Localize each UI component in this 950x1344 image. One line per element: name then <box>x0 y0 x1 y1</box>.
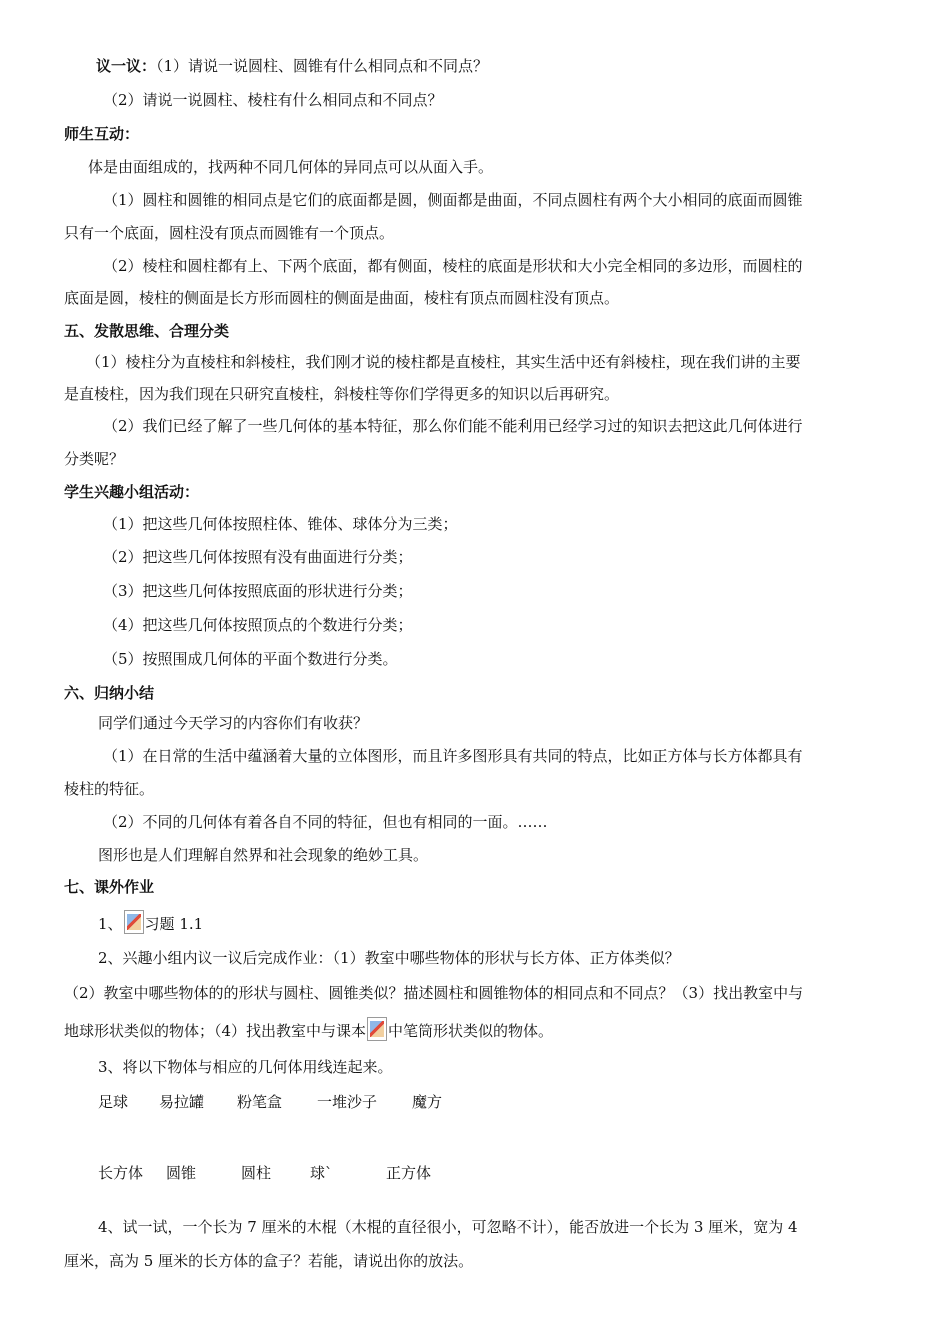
discussion-line-1 <box>96 56 488 76</box>
paragraph-line: 体是由面组成的，找两种不同几何体的异同点可以从面入手。 <box>88 158 494 176</box>
object-item: 足球 <box>98 1093 129 1111</box>
picture-icon <box>124 910 144 934</box>
object-item: 魔方 <box>412 1093 443 1111</box>
object-item: 一堆沙子 <box>317 1093 378 1111</box>
solid-item: 球` <box>310 1164 333 1182</box>
group-item: （1）把这些几何体按照柱体、锥体、球体分为三类； <box>103 515 458 533</box>
group-item: （3）把这些几何体按照底面的形状进行分类； <box>103 582 413 600</box>
paragraph-line: 3、将以下物体与相应的几何体用线连起来。 <box>98 1058 393 1076</box>
paragraph-line: （1）圆柱和圆锥的相同点是它们的底面都是圆，侧面都是曲面，不同点圆柱有两个大小相同的底面而圆锥 <box>103 191 803 209</box>
paragraph-line: 底面是圆，棱柱的侧面是长方形而圆柱的侧面是曲面，棱柱有顶点而圆柱没有顶点。 <box>64 289 620 307</box>
homework-1-number: 1、 <box>98 915 123 933</box>
paragraph-line: （2）不同的几何体有着各自不同的特征，但也有相同的一面。…… <box>103 813 548 831</box>
discussion-line-2: （2）请说一说圆柱、棱柱有什么相同点和不同点？ <box>103 91 443 109</box>
solid-item: 正方体 <box>386 1164 432 1182</box>
interaction-heading: 师生互动： <box>64 125 140 143</box>
solid-item: 长方体 <box>98 1164 144 1182</box>
paragraph-line: 是直棱柱，因为我们现在只研究直棱柱，斜棱柱等你们学得更多的知识以后再研究。 <box>64 385 620 403</box>
paragraph-line: （1）在日常的生活中蕴涵着大量的立体图形，而且许多图形具有共同的特点，比如正方体与长方体都具有 <box>103 747 803 765</box>
paragraph-line: 2、兴趣小组内议一议后完成作业：（1）教室中哪些物体的形状与长方体、正方体类似？ <box>98 949 680 967</box>
paragraph-line: （1）棱柱分为直棱柱和斜棱柱，我们刚才说的棱柱都是直棱柱，其实生活中还有斜棱柱，现在我们讲的主要 <box>86 353 801 371</box>
discussion-label: 议一议： <box>96 57 157 75</box>
solid-item: 圆柱 <box>241 1164 272 1182</box>
paragraph-line: 4、试一试，一个长为 7 厘米的木棍（木棍的直径很小，可忽略不计），能否放进一个长为 3 厘米，宽为 4 <box>98 1218 798 1236</box>
paragraph-line: 只有一个底面，圆柱没有顶点而圆锥有一个顶点。 <box>64 224 395 242</box>
group-activity-heading: 学生兴趣小组活动： <box>64 483 200 501</box>
section-heading-6: 六、归纳小结 <box>64 684 155 702</box>
paragraph-line: （2）我们已经了解了一些几何体的基本特征，那么你们能不能利用已经学习过的知识去把这此几何体进行 <box>103 417 803 435</box>
paragraph-line: 厘米，高为 5 厘米的长方体的盒子？若能，请说出你的放法。 <box>64 1252 474 1270</box>
paragraph-line: 同学们通过今天学习的内容你们有收获？ <box>98 714 369 732</box>
homework-1 <box>98 910 203 934</box>
paragraph-line: 图形也是人们理解自然界和社会现象的绝妙工具。 <box>98 846 429 864</box>
paragraph-line: 棱柱的特征。 <box>64 780 155 798</box>
group-item: （2）把这些几何体按照有没有曲面进行分类； <box>103 548 413 566</box>
solid-item: 圆锥 <box>166 1164 197 1182</box>
homework-1-text: 习题 1.1 <box>144 915 204 933</box>
object-item: 粉笔盒 <box>237 1093 283 1111</box>
group-item: （5）按照围成几何体的平面个数进行分类。 <box>103 650 398 668</box>
section-heading-7: 七、课外作业 <box>64 878 155 896</box>
paragraph-line: （2）教室中哪些物体的的形状与圆柱、圆锥类似？描述圆柱和圆锥物体的相同点和不同点？（3）找出教室中与 <box>64 984 804 1002</box>
paragraph-line: 分类呢？ <box>64 450 125 468</box>
picture-icon <box>367 1017 387 1041</box>
section-heading-5: 五、发散思维、合理分类 <box>64 322 230 340</box>
homework-2-text-b: 中笔筒形状类似的物体。 <box>388 1022 554 1040</box>
homework-2-line-3 <box>64 1017 553 1041</box>
homework-2-text-a: 地球形状类似的物体；（4）找出教室中与课本 <box>64 1022 367 1040</box>
object-item: 易拉罐 <box>159 1093 205 1111</box>
paragraph-line: （2）棱柱和圆柱都有上、下两个底面，都有侧面，棱柱的底面是形状和大小完全相同的多边形，而圆柱的 <box>103 257 803 275</box>
group-item: （4）把这些几何体按照顶点的个数进行分类； <box>103 616 413 634</box>
discussion-text-1: （1）请说一说圆柱、圆锥有什么相同点和不同点？ <box>156 57 489 75</box>
